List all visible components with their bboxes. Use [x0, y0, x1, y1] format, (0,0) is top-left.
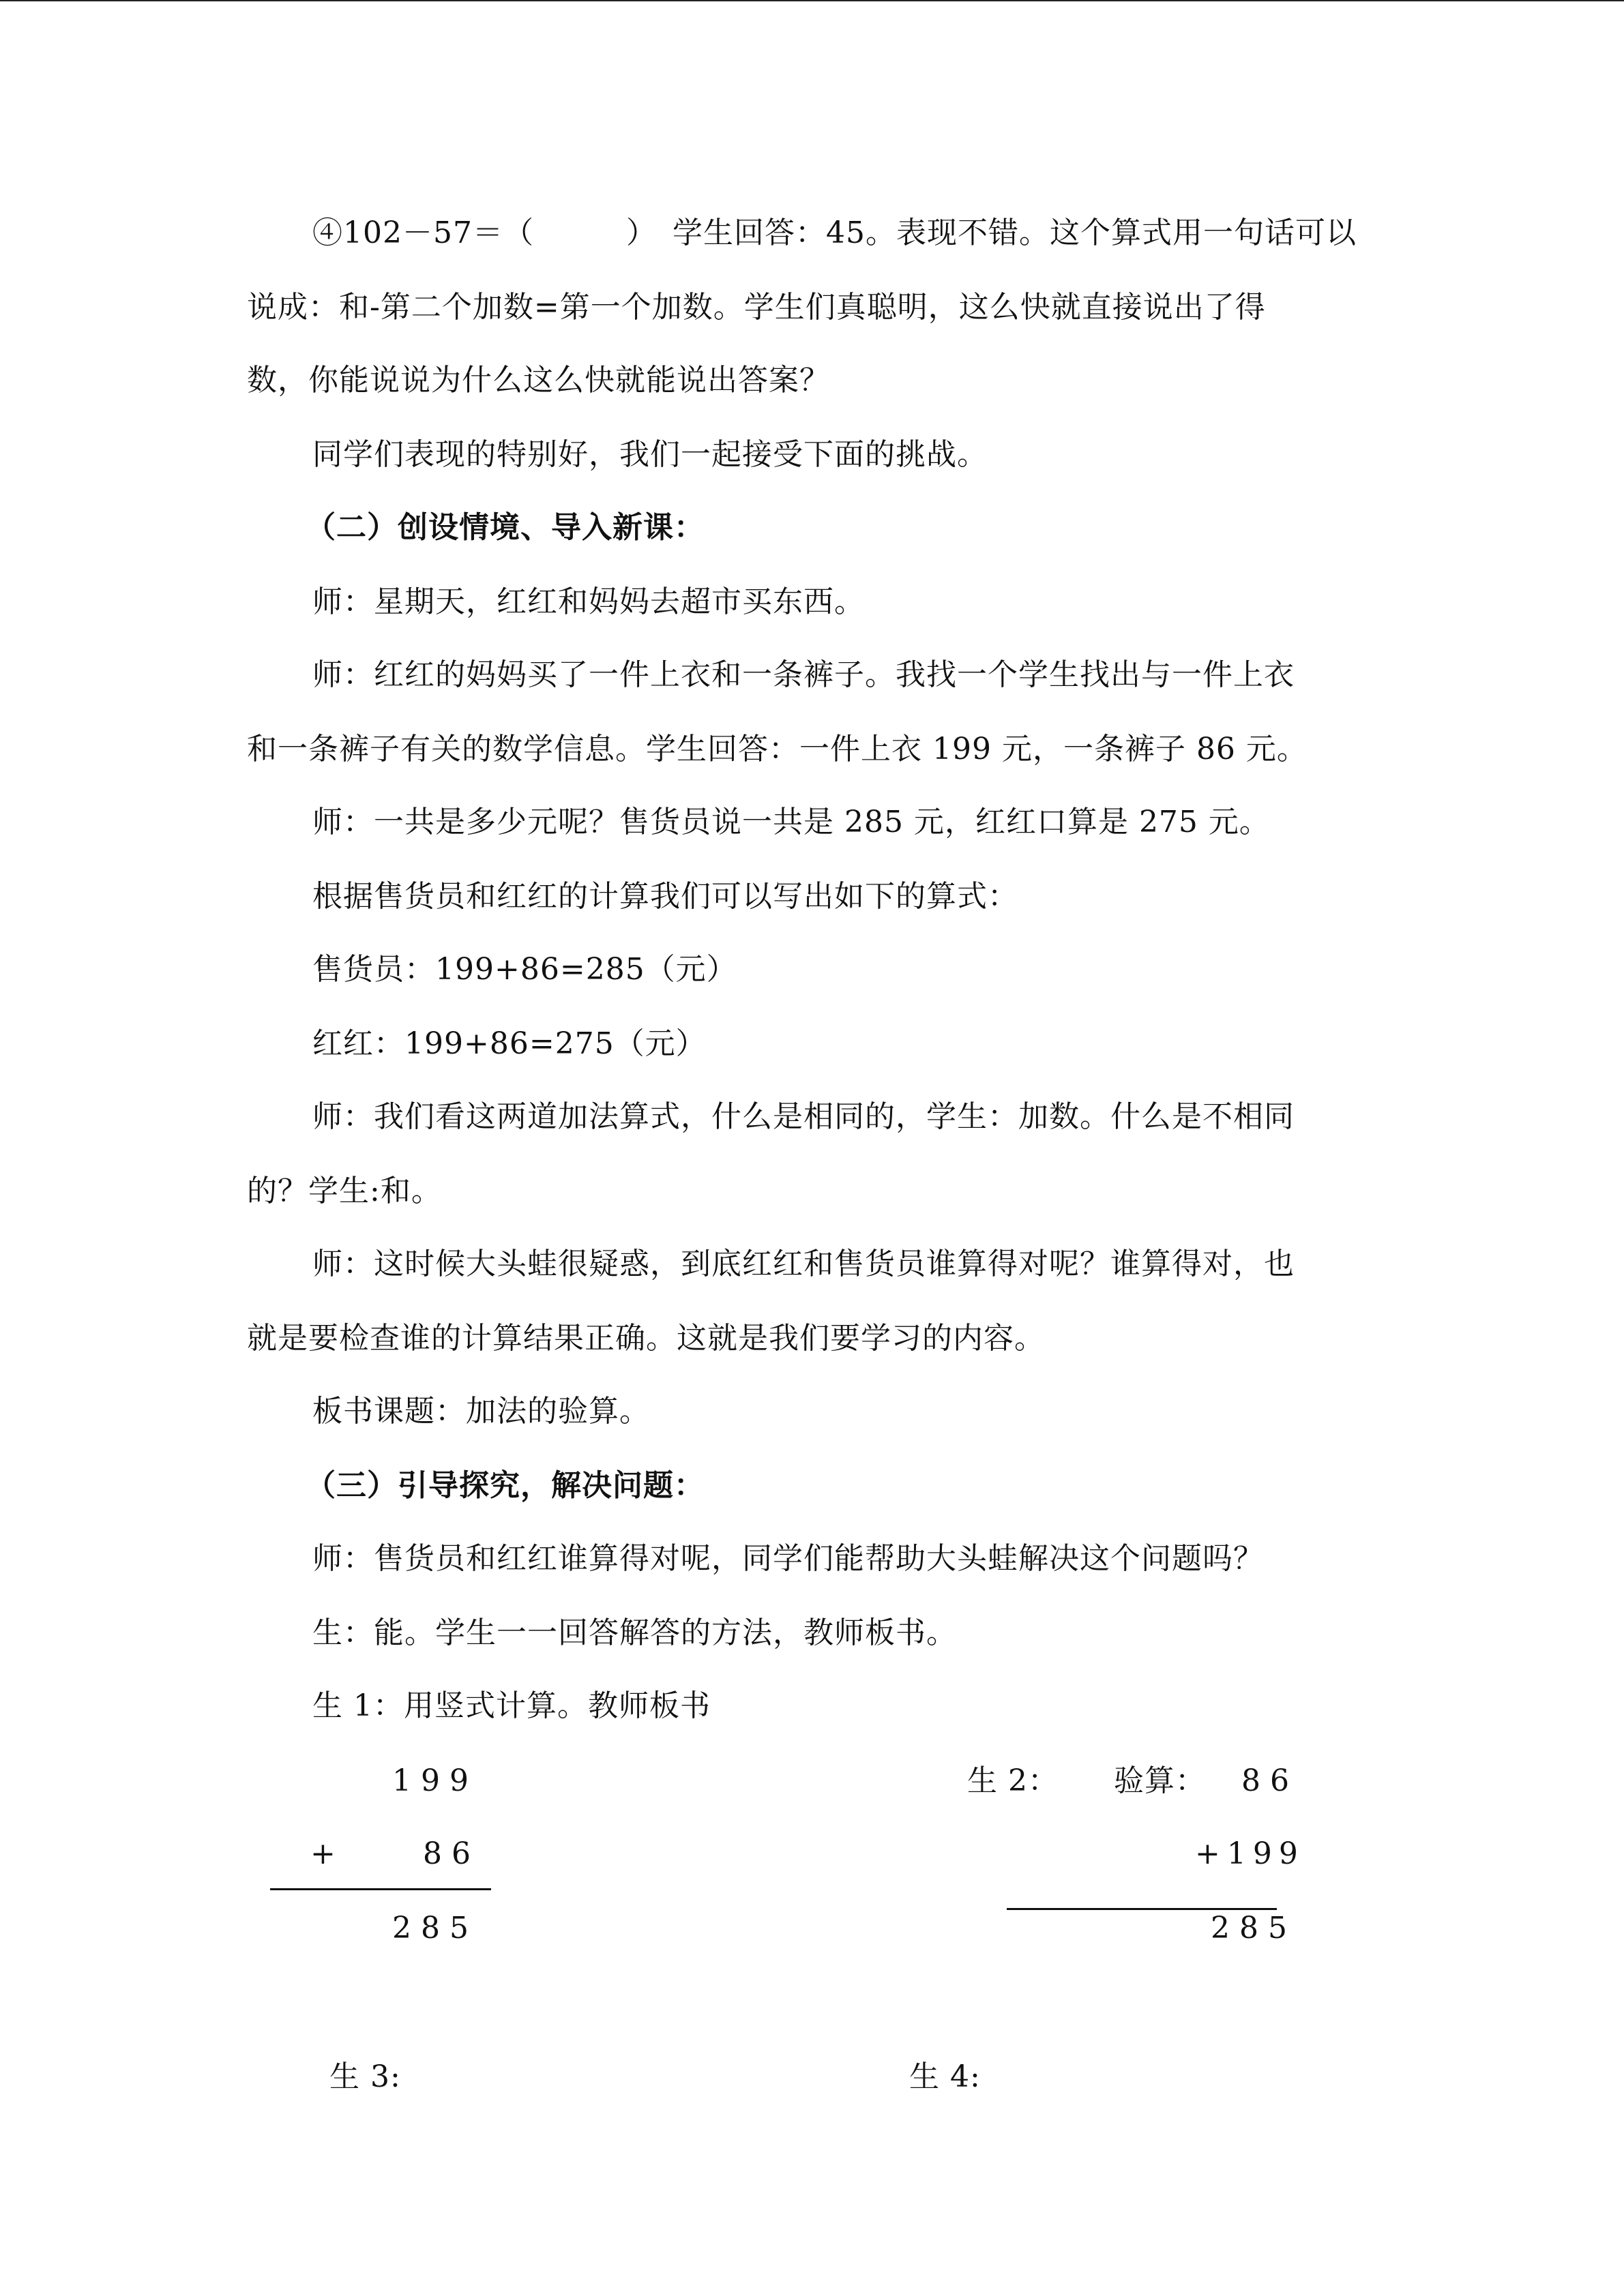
check-label: 验算：: [1114, 1763, 1206, 1798]
paragraph-line: 师：星期天，红红和妈妈去超市买东西。: [312, 584, 865, 619]
paragraph-line: 数，你能说说为什么这么快就能说出答案？: [247, 363, 830, 398]
paragraph-line: 根据售货员和红红的计算我们可以写出如下的算式：: [312, 879, 1018, 914]
check-addend-2: +199: [1195, 1836, 1305, 1871]
calc-operator: +: [310, 1836, 345, 1871]
equation-line: 售货员：199+86=285（元）: [312, 952, 737, 987]
paragraph-line: 的？学生:和。: [247, 1174, 442, 1208]
page-top-border: [0, 0, 1624, 1]
paragraph-line: 板书课题：加法的验算。: [312, 1394, 650, 1429]
paragraph-line: 师：售货员和红红谁算得对呢，同学们能帮助大头蛙解决这个问题吗？: [312, 1541, 1264, 1576]
check-result: 285: [1211, 1911, 1297, 1945]
section-heading: （二）创设情境、导入新课：: [306, 510, 705, 545]
calc-underline: [270, 1888, 491, 1890]
paragraph-line: 生 1：用竖式计算。教师板书: [312, 1688, 711, 1723]
paragraph-line: 师：这时候大头蛙很疑惑，到底红红和售货员谁算得对呢？谁算得对，也: [312, 1247, 1295, 1281]
paragraph-line: 师：一共是多少元呢？售货员说一共是 285 元，红红口算是 275 元。: [312, 805, 1270, 839]
paragraph-line: 就是要检查谁的计算结果正确。这就是我们要学习的内容。: [247, 1321, 1045, 1356]
calc-addend-1: 199: [392, 1763, 478, 1798]
check-addend-1: 86: [1241, 1763, 1299, 1798]
paragraph-line: 说成：和-第二个加数=第一个加数。学生们真聪明，这么快就直接说出了得: [247, 290, 1266, 325]
paragraph-line: 师：我们看这两道加法算式，什么是相同的，学生：加数。什么是不相同: [312, 1099, 1295, 1134]
paragraph-line: 和一条裤子有关的数学信息。学生回答：一件上衣 199 元，一条裤子 86 元。: [247, 732, 1308, 766]
student-4-label: 生 4:: [909, 2059, 981, 2094]
paragraph-line: 生：能。学生一一回答解答的方法，教师板书。: [312, 1615, 957, 1650]
paragraph-line: 师：红红的妈妈买了一件上衣和一条裤子。我找一个学生找出与一件上衣: [312, 657, 1295, 692]
student-3-label: 生 3:: [329, 2059, 401, 2094]
calc-result: 285: [392, 1911, 478, 1945]
section-heading: （三）引导探究，解决问题：: [306, 1468, 705, 1503]
paragraph-line: 同学们表现的特别好，我们一起接受下面的挑战。: [312, 437, 988, 472]
equation-line: 红红：199+86=275（元）: [312, 1026, 707, 1061]
calc-addend-2: 86: [423, 1836, 480, 1871]
paragraph-line: ④102－57＝（ ） 学生回答：45。表现不错。这个算式用一句话可以: [312, 215, 1357, 250]
student-2-label: 生 2：: [967, 1763, 1059, 1798]
